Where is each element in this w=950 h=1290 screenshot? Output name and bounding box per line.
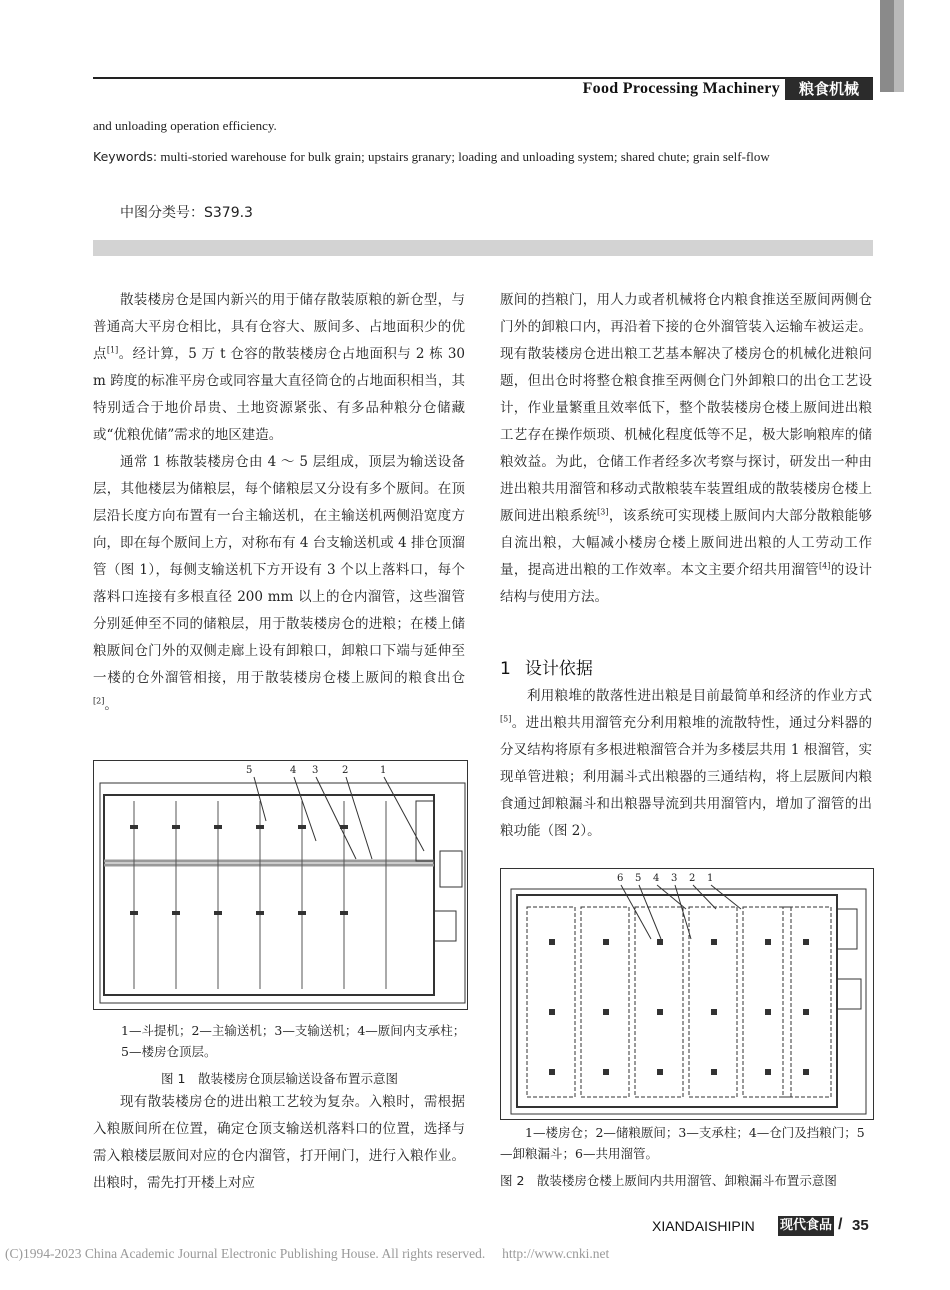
keywords <box>93 144 875 170</box>
left-column <box>93 287 465 719</box>
section-divider-band <box>93 240 873 256</box>
abstract-tail: and unloading operation efficiency. <box>93 118 277 133</box>
keywords-text: multi-storied warehouse for bulk grain; upstairs granary; loading and unloading system; shared chute; grain self-flow <box>160 149 770 164</box>
page-tab-marker-light <box>894 0 904 92</box>
fig2-label: 6 <box>617 873 624 884</box>
figure-2-key: 1—楼房仓；2—储粮厫间；3—支承柱；4—仓门及挡粮门；5—卸粮漏斗；6—共用溜管。 <box>500 1125 865 1161</box>
fig2-label: 2 <box>689 873 696 884</box>
classification-number: 中图分类号：S379.3 <box>120 205 253 221</box>
left-column-bottom <box>93 1089 465 1197</box>
fig1-label: 5 <box>246 765 253 776</box>
right-column <box>500 287 872 611</box>
figure-2-title: 图 2 散装楼房仓楼上厫间内共用溜管、卸粮漏斗布置示意图 <box>500 1173 837 1188</box>
fig2-label: 1 <box>707 873 714 884</box>
paragraph: 通常 1 栋散装楼房仓由 4 ～ 5 层组成，顶层为输送设备层，其他楼层为储粮层，每个储粮层又分设有多个厫间。在顶层沿长度方向布置有一台主输送机，在主输送机两侧沿宽度方向，即在每个厫间上方，对称布有 4 台支输送机或 4 排仓顶溜管（图 1），每侧支输送机下方开设有 3 个以上落料口，每个落料口连接有多根直径 200 mm 以上的仓内溜管，这些溜管分别延伸至不同的储粮层，用于散装楼房仓的进粮；在楼上储粮厫间仓门外的双侧走廊上设有卸粮口，卸粮口下端与延伸至一楼的仓外溜管相接，用于散装楼房仓楼上厫间的粮食出仓[2]。 <box>93 454 465 713</box>
paragraph: 利用粮堆的散落性进出粮是目前最简单和经济的作业方式[5]。进出粮共用溜管充分利用粮堆的流散特性，通过分料器的分叉结构将原有多根进粮溜管合并为多楼层共用 1 根溜管，实现单管进粮；利用漏斗式出粮器的三通结构，将上层厫间内粮食通过卸粮漏斗和出粮器导流到共用溜管内，增加了溜管的出粮功能（图 2）。 <box>500 688 872 839</box>
figure-2-drawing <box>501 869 873 1119</box>
footer-journal-cn: 现代食品 <box>778 1216 834 1236</box>
paragraph: 现有散装楼房仓的进出粮工艺较为复杂。入粮时，需根据入粮厫间所在位置，确定仓顶支输送机落料口的位置，选择与需入粮楼层厫间对应的仓内溜管，打开闸门，进行入粮作业。出粮时，需先打开楼上对应 <box>93 1094 465 1191</box>
footer-journal-pinyin: XIANDAISHIPIN <box>652 1218 755 1234</box>
journal-section-cn: 粮食机械 <box>785 78 873 100</box>
footer-separator: / <box>838 1216 843 1233</box>
section-title: 设计依据 <box>524 659 593 679</box>
fig2-label: 3 <box>671 873 678 884</box>
section-heading <box>500 654 593 679</box>
fig2-label: 4 <box>653 873 660 884</box>
fig1-label: 2 <box>342 765 349 776</box>
fig1-label: 1 <box>380 765 387 776</box>
fig1-label: 4 <box>290 765 297 776</box>
section-number: 1 <box>500 659 511 679</box>
copyright-notice: (C)1994-2023 China Academic Journal Electronic Publishing House. All rights reserved. http://www.cnki.net <box>5 1246 610 1261</box>
figure-1 <box>93 760 468 1010</box>
fig1-label: 3 <box>312 765 319 776</box>
figure-1-drawing <box>94 761 467 1009</box>
figure-1-title: 图 1 散装楼房仓顶层输送设备布置示意图 <box>161 1071 398 1086</box>
paragraph: 厫间的挡粮门，用人力或者机械将仓内粮食推送至厫间两侧仓门外的卸粮口内，再沿着下接的仓外溜管装入运输车被运走。现有散装楼房仓进出粮工艺基本解决了楼房仓的机械化进粮问题，但出仓时将整仓粮食推至两侧仓门外卸粮口的出仓工艺设计，作业量繁重且效率低下，整个散装楼房仓楼上厫间进出粮工艺存在操作烦琐、机械化程度低等不足，极大影响粮库的储粮效益。为此，仓储工作者经多次考察与探讨，研发出一种由进出粮共用溜管和移动式散粮装车装置组成的散装楼房仓楼上厫间进出粮系统[3]，该系统可实现楼上厫间内大部分散粮能够自流出粮，大幅减小楼房仓楼上厫间进出粮的人工劳动工作量，提高进出粮的工作效率。本文主要介绍共用溜管[4]的设计结构与使用方法。 <box>500 292 873 605</box>
paragraph: 散装楼房仓是国内新兴的用于储存散装原粮的新仓型，与普通高大平房仓相比，具有仓容大、厫间多、占地面积少的优点[1]。经计算，5 万 t 仓容的散装楼房仓占地面积与 2 栋 30 m 跨度的标准平房仓或同容量大直径筒仓的占地面积相当，其特别适合于地价昂贵、土地资源紧张、有多品种粮分仓储藏或“优粮优储”需求的地区建造。 <box>93 292 466 443</box>
journal-name-en: Food Processing Machinery <box>582 80 780 97</box>
page-number: 35 <box>852 1217 869 1234</box>
header-rule <box>93 77 873 79</box>
figure-2 <box>500 868 874 1120</box>
keywords-label: Keywords: <box>93 149 158 164</box>
right-column-section <box>500 683 872 845</box>
fig2-label: 5 <box>635 873 642 884</box>
page-tab-marker <box>880 0 894 92</box>
figure-1-key: 1—斗提机；2—主输送机；3—支输送机；4—厫间内支承柱；5—楼房仓顶层。 <box>121 1023 466 1059</box>
